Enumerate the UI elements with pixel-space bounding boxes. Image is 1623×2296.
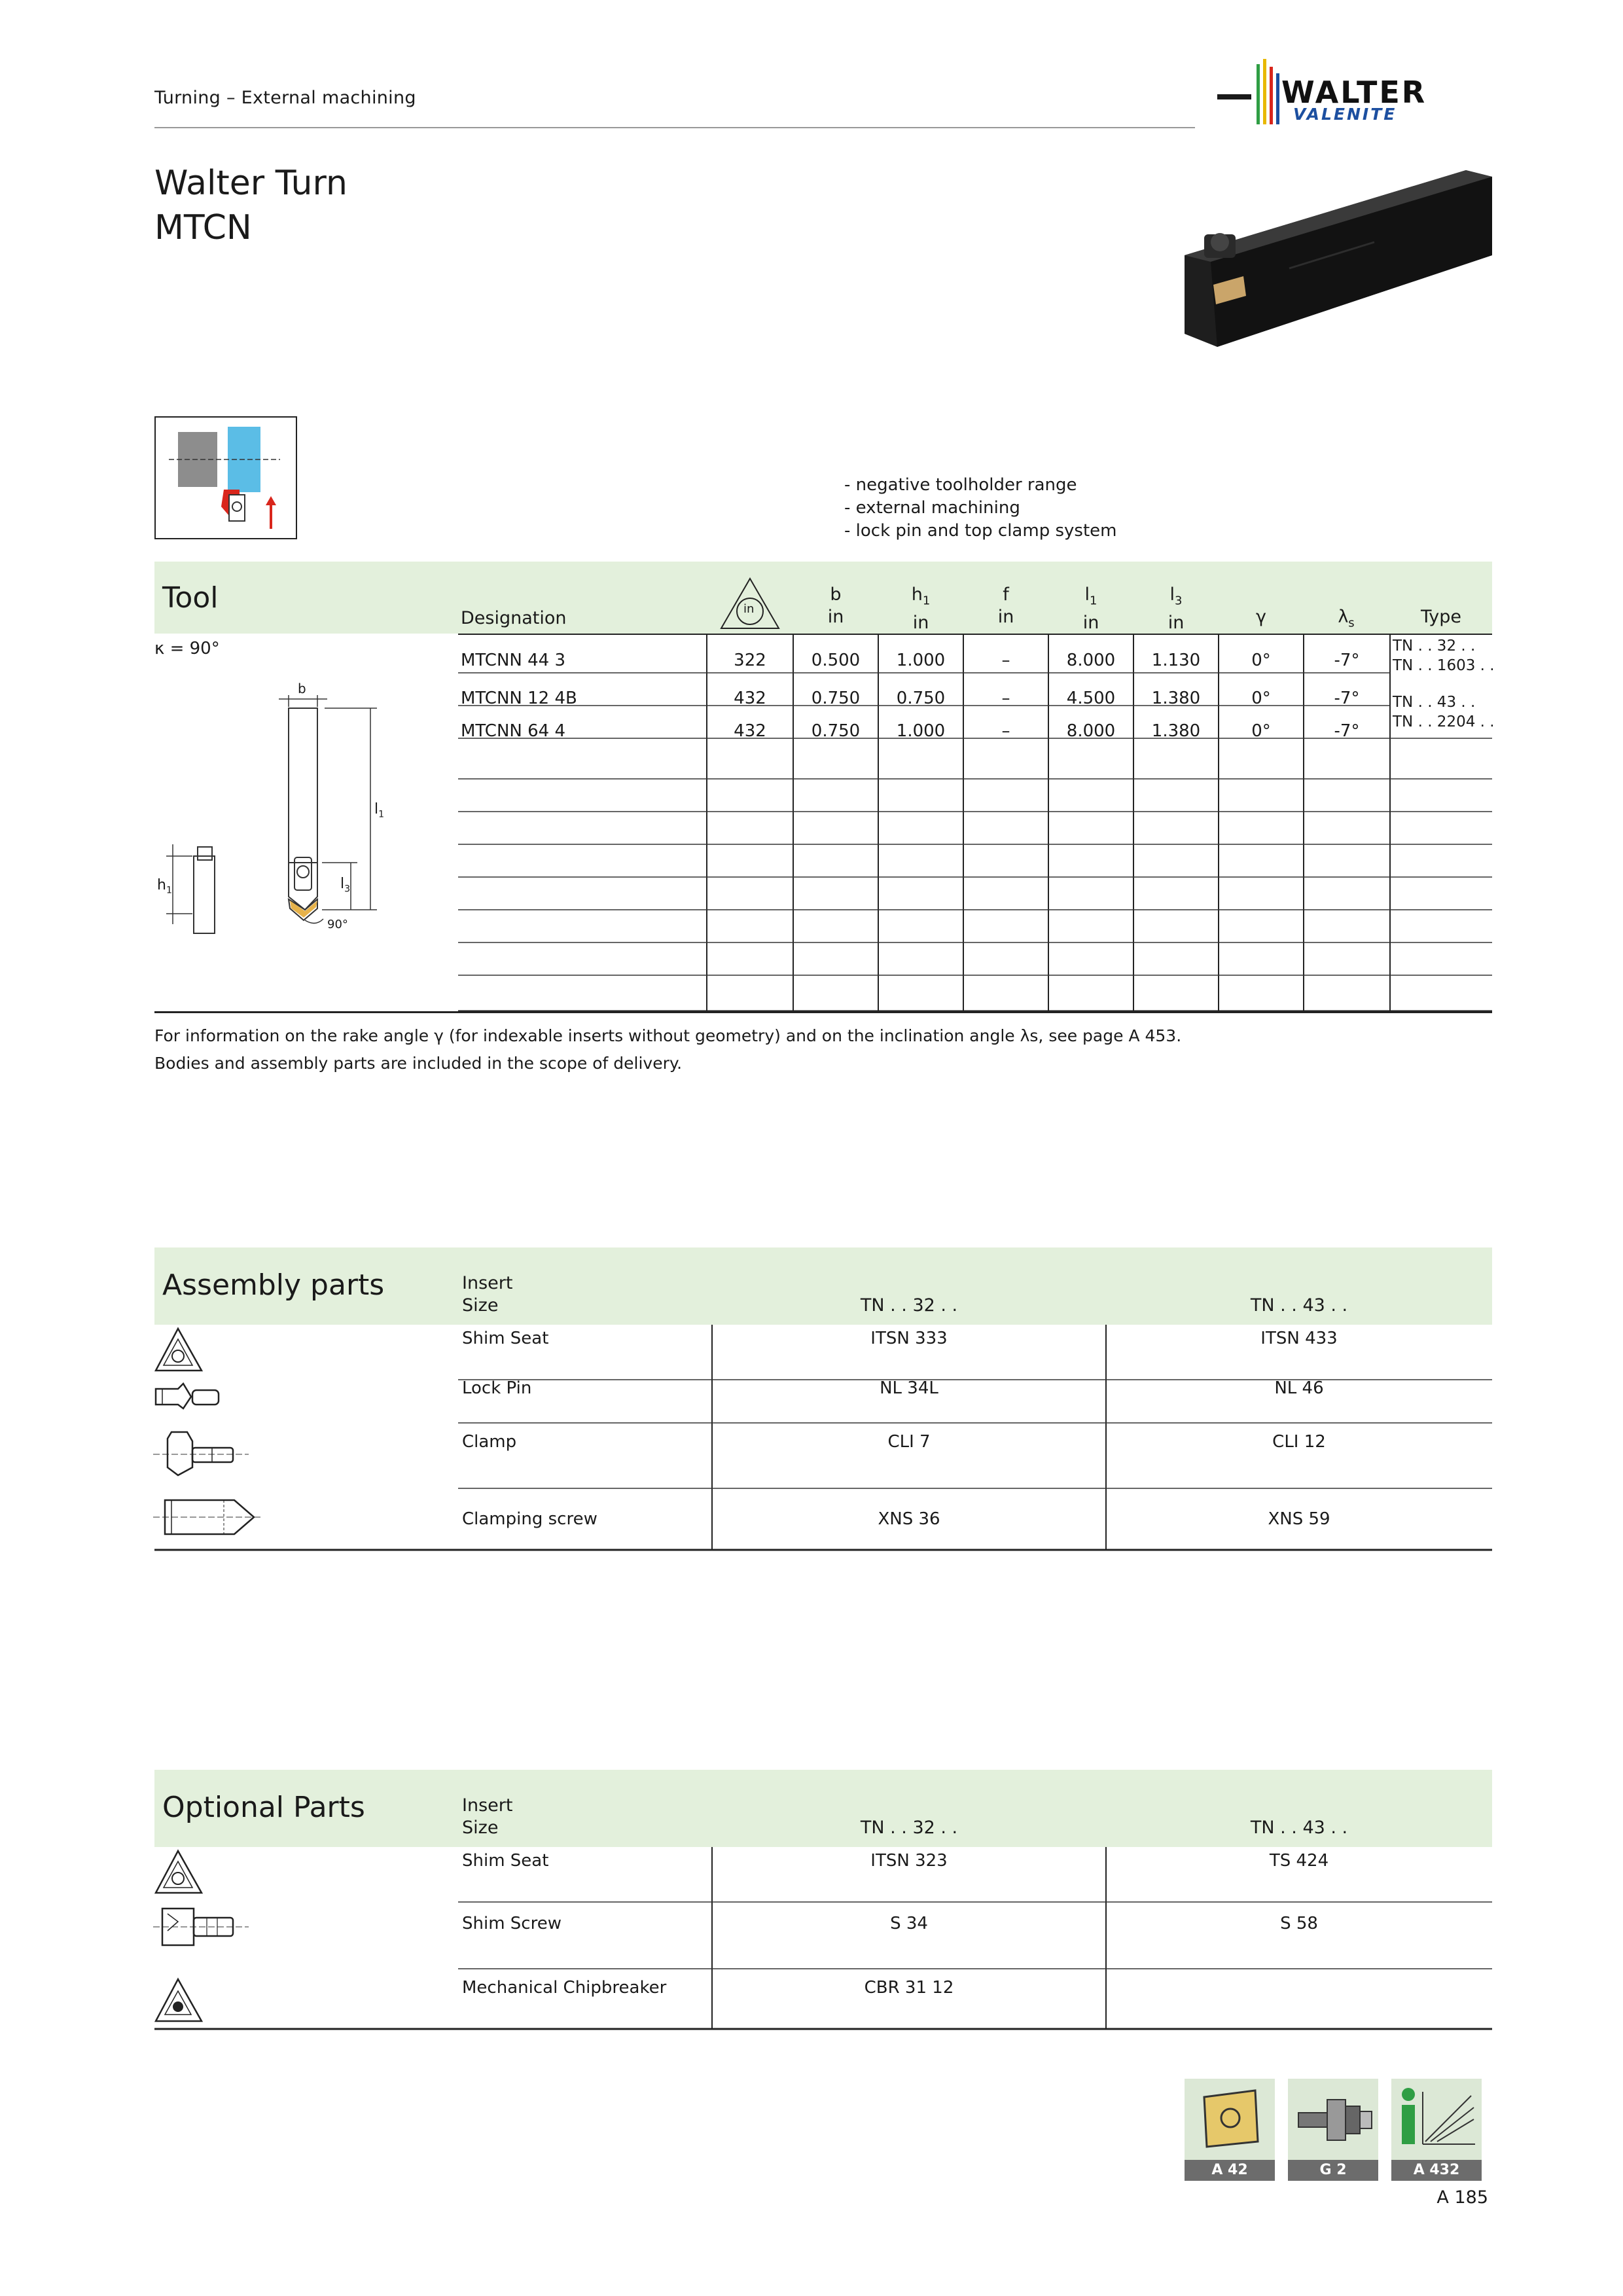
tool-table-bottom-rule	[154, 1011, 1492, 1013]
clamping-screw-icon	[152, 1492, 262, 1542]
l1-cell: 8.000	[1066, 651, 1116, 670]
assembly-value: CLI 12	[1272, 1432, 1326, 1452]
feature-item: - negative toolholder range	[844, 475, 1077, 495]
optional-row-label: Shim Screw	[462, 1914, 562, 1933]
kappa-label: κ = 90°	[154, 639, 220, 658]
ic-cell: 432	[734, 721, 766, 741]
dim-b-label: b	[298, 681, 306, 696]
ic-cell: 322	[734, 651, 766, 670]
lambda-cell: -7°	[1334, 651, 1360, 670]
ref-label: A 432	[1391, 2160, 1482, 2181]
logo-text-valenite: VALENITE	[1293, 105, 1397, 124]
f-cell: –	[1001, 689, 1010, 708]
optional-value: S 58	[1280, 1914, 1318, 1933]
col-gamma: γ	[1256, 607, 1266, 627]
designation-cell: MTCNN 44 3	[461, 651, 565, 670]
insert-ic-icon	[711, 576, 789, 632]
col-designation: Designation	[461, 608, 567, 628]
type-label: TN . . 32 . .	[1393, 637, 1476, 655]
optional-table	[154, 1847, 1492, 2030]
shim-seat-icon	[154, 1325, 217, 1374]
title-line-1: Walter Turn	[154, 164, 348, 203]
optional-col-2: TN . . 43 . .	[1250, 1818, 1348, 1838]
optional-col-1: TN . . 32 . .	[860, 1818, 958, 1838]
tool-notes	[154, 1022, 1181, 1077]
tool-heading: Tool	[162, 581, 219, 615]
title-line-2: MTCN	[154, 208, 252, 247]
optional-value: CBR 31 12	[864, 1978, 954, 1998]
optional-value: S 34	[890, 1914, 928, 1933]
optional-value: TS 424	[1269, 1851, 1329, 1871]
l3-cell: 1.130	[1151, 651, 1201, 670]
ref-tile-toolholder[interactable]	[1288, 2079, 1378, 2181]
feature-item: - external machining	[844, 498, 1020, 518]
type-group-1	[1393, 636, 1495, 675]
note-line-2: Bodies and assembly parts are included in the scope of delivery.	[154, 1054, 683, 1073]
h1-cell: 0.750	[896, 689, 946, 708]
chipbreaker-icon	[154, 1975, 217, 2025]
h1-cell: 1.000	[896, 651, 946, 670]
breadcrumb: Turning – External machining	[154, 88, 416, 108]
insert-icon	[1185, 2079, 1275, 2160]
designation-cell: MTCNN 64 4	[461, 721, 565, 741]
assembly-value: ITSN 433	[1260, 1329, 1338, 1348]
dim-angle-label: 90°	[327, 918, 348, 931]
b-cell: 0.750	[811, 689, 861, 708]
gamma-cell: 0°	[1251, 689, 1271, 708]
ic-cell: 432	[734, 689, 766, 708]
note-line-1: For information on the rake angle γ (for indexable inserts without geometry) and on the inclination angle λs, see page A 453.	[154, 1026, 1182, 1045]
type-label: TN . . 1603 . .	[1393, 657, 1495, 674]
feature-list	[844, 474, 1116, 543]
lambda-cell: -7°	[1334, 689, 1360, 708]
assembly-value: NL 34L	[880, 1378, 938, 1398]
optional-insert-size-label: Insert Size	[462, 1795, 513, 1838]
assembly-col-2: TN . . 43 . .	[1250, 1295, 1348, 1316]
optional-heading: Optional Parts	[162, 1791, 365, 1824]
col-b: b in	[827, 584, 844, 627]
toolholder-icon	[1288, 2079, 1378, 2160]
l1-cell: 8.000	[1066, 721, 1116, 741]
ref-tile-insert[interactable]	[1185, 2079, 1275, 2181]
optional-row-label: Mechanical Chipbreaker	[462, 1978, 667, 1998]
ref-tile-info[interactable]	[1391, 2079, 1482, 2181]
external-turning-icon	[154, 416, 297, 539]
walter-valenite-logo	[1217, 58, 1492, 130]
header-divider	[154, 127, 1195, 128]
col-l1: $l_1$ in	[1082, 584, 1099, 634]
optional-row-label: Shim Seat	[462, 1851, 549, 1871]
h1-cell: 1.000	[896, 721, 946, 741]
product-title	[154, 161, 348, 250]
assembly-col-1: TN . . 32 . .	[860, 1295, 958, 1316]
type-label: TN . . 2204 . .	[1393, 713, 1495, 730]
assembly-heading: Assembly parts	[162, 1268, 385, 1302]
col-type: Type	[1420, 607, 1461, 627]
ref-label: A 42	[1185, 2160, 1275, 2181]
gamma-cell: 0°	[1251, 651, 1271, 670]
type-label: TN . . 43 . .	[1393, 694, 1476, 711]
col-h1: $h_1$ in	[911, 584, 931, 634]
l3-cell: 1.380	[1151, 689, 1201, 708]
type-group-2	[1393, 692, 1495, 732]
l3-cell: 1.380	[1151, 721, 1201, 741]
dim-h1-label: $h_1$	[157, 877, 172, 896]
assembly-insert-size-label: Insert Size	[462, 1273, 513, 1316]
assembly-row-label: Clamping screw	[462, 1509, 597, 1529]
shim-screw-icon	[152, 1902, 250, 1952]
shim-seat-icon	[154, 1847, 217, 1897]
logo-text-walter: WALTER	[1281, 75, 1427, 110]
assembly-row-label: Shim Seat	[462, 1329, 549, 1348]
lambda-cell: -7°	[1334, 721, 1360, 741]
toolholder-photo	[1158, 157, 1499, 353]
f-cell: –	[1001, 721, 1010, 741]
designation-cell: MTCNN 12 4B	[461, 689, 577, 708]
b-cell: 0.500	[811, 651, 861, 670]
dim-l3-label: $l_3$	[340, 876, 351, 895]
ref-label: G 2	[1288, 2160, 1378, 2181]
clamp-icon	[152, 1426, 250, 1480]
assembly-value: NL 46	[1274, 1378, 1324, 1398]
gamma-cell: 0°	[1251, 721, 1271, 741]
dim-l1-label: $l_1$	[374, 801, 385, 820]
col-l3: $l_3$ in	[1168, 584, 1185, 634]
col-f: f in	[997, 584, 1014, 627]
assembly-row-label: Lock Pin	[462, 1378, 532, 1398]
assembly-value: XNS 36	[878, 1509, 940, 1529]
assembly-value: ITSN 333	[870, 1329, 948, 1348]
assembly-value: XNS 59	[1268, 1509, 1330, 1529]
optional-value: ITSN 323	[870, 1851, 948, 1871]
l1-cell: 4.500	[1066, 689, 1116, 708]
col-lambda: $\lambda_s$	[1338, 607, 1355, 630]
toolholder-dimension-drawing	[154, 681, 403, 936]
assembly-row-label: Clamp	[462, 1432, 517, 1452]
assembly-value: CLI 7	[887, 1432, 931, 1452]
lock-pin-icon	[152, 1382, 224, 1412]
info-chart-icon	[1391, 2079, 1482, 2160]
page-number: A 185	[1436, 2187, 1488, 2208]
b-cell: 0.750	[811, 721, 861, 741]
f-cell: –	[1001, 651, 1010, 670]
feature-item: - lock pin and top clamp system	[844, 521, 1117, 541]
insert-ic-label: in	[743, 602, 755, 616]
